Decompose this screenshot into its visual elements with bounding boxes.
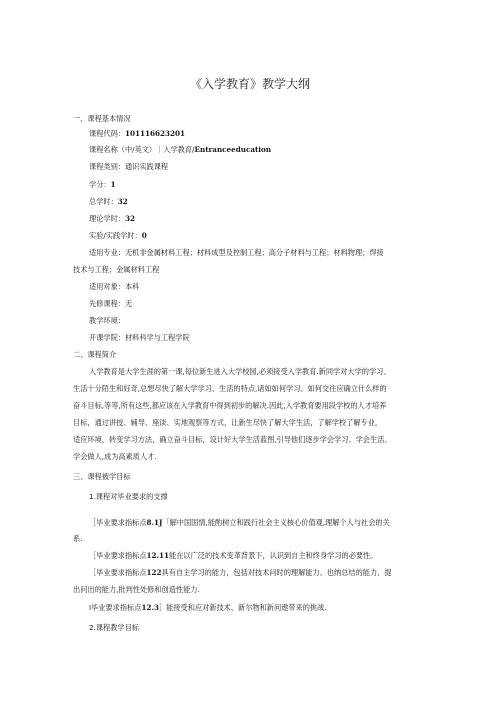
subheading-support: 1.课程对毕业要求的支撑 <box>89 492 168 501</box>
course-name-en: Entranceeducation <box>194 145 272 154</box>
graduation-req-12-3: I毕业要求指标点12.3］能接受和应对新技术、新尔物和新问遨带来的挑战. <box>89 603 327 612</box>
subheading-objectives: 2.课程教学目标 <box>89 623 139 632</box>
prerequisites: 先修课程：无 <box>89 299 133 308</box>
intro-line: 目标，通过讲授、辅导、座谈、实地观察等方式，让新生尽快了解大学生活，了解学校了解专业， <box>73 418 383 427</box>
intro-line: 入学教育是大学生涯的第一课,每位新生进入大学校园,必须接受入学教育.新同学对大学的学习、 <box>89 367 391 376</box>
intro-line: 奋斗目标,等等,所有这些,都应该在入学教育中得到初步的解决.因此,入学教育要用段学校的人才培养 <box>73 401 387 410</box>
intro-line: 适应环境，转变学习方法，确立奋斗目标，设计好大学生活蓝图,引导他们逐步学会学习、学会生活、 <box>73 435 392 444</box>
course-name: 课程名称（中/英文）｜入学教育/Entranceeducation <box>89 145 272 154</box>
section2-heading: 二、课程简介 <box>73 350 117 359</box>
audience: 适用对象：本科 <box>89 282 140 291</box>
intro-line: 生活十分陌生和好奇,总想尽快了解大学学习、生活的特点,诸如如何学习、如何交往应确立什么样的 <box>73 384 387 393</box>
intro-line: 学会做人,成为高素质人才. <box>73 452 157 461</box>
practice-hours: 实验/实践学时：0 <box>89 231 147 240</box>
graduation-req-8-1: ［毕业要求指标点8.1J「解中国国情,能酌树立和践行社会主义核心价值观,理解个人与社会的关 <box>89 518 390 527</box>
graduation-req-8-1-cont: 系. <box>73 534 83 543</box>
environment: 教学环境： <box>89 316 125 325</box>
graduation-req-12-2-cont: 出问出的能力,批判性处修和创造性能力. <box>73 585 200 594</box>
graduation-req-12-1: ［毕业要求指标点12.11能在以广泛的技术变革背景下，认识到自主和终身学习的必要性。 <box>89 551 378 560</box>
course-code-value: 101116623201 <box>124 129 185 138</box>
course-credits: 学分：1 <box>89 180 116 189</box>
section1-heading: 一、课程基本情况 <box>73 114 131 123</box>
college: 开课学院：材料科学与工程学院 <box>89 333 190 342</box>
section3-heading: 三、课程被学目标 <box>73 472 131 481</box>
graduation-req-12-2: ［毕业要求指标点122具有自主学习的能力，包括对技术问时的理解能力、也纳总结的能力、提 <box>89 568 392 577</box>
applicable-majors: 适用专业：无机非金属材料工程；材料成型及控制工程；高分子材料与工程；材料物理；焊接 <box>89 248 384 257</box>
course-category: 课程类别：通识实践课程 <box>89 162 169 171</box>
theory-hours: 理论学时：32 <box>89 214 135 223</box>
applicable-majors-cont: 技术与工程；金属材料工程 <box>73 265 160 274</box>
document-title: 《入学教育》教学大纲 <box>189 77 310 91</box>
total-hours: 总学时：32 <box>89 197 128 206</box>
course-code: 课程代码：101116623201 <box>89 129 185 138</box>
